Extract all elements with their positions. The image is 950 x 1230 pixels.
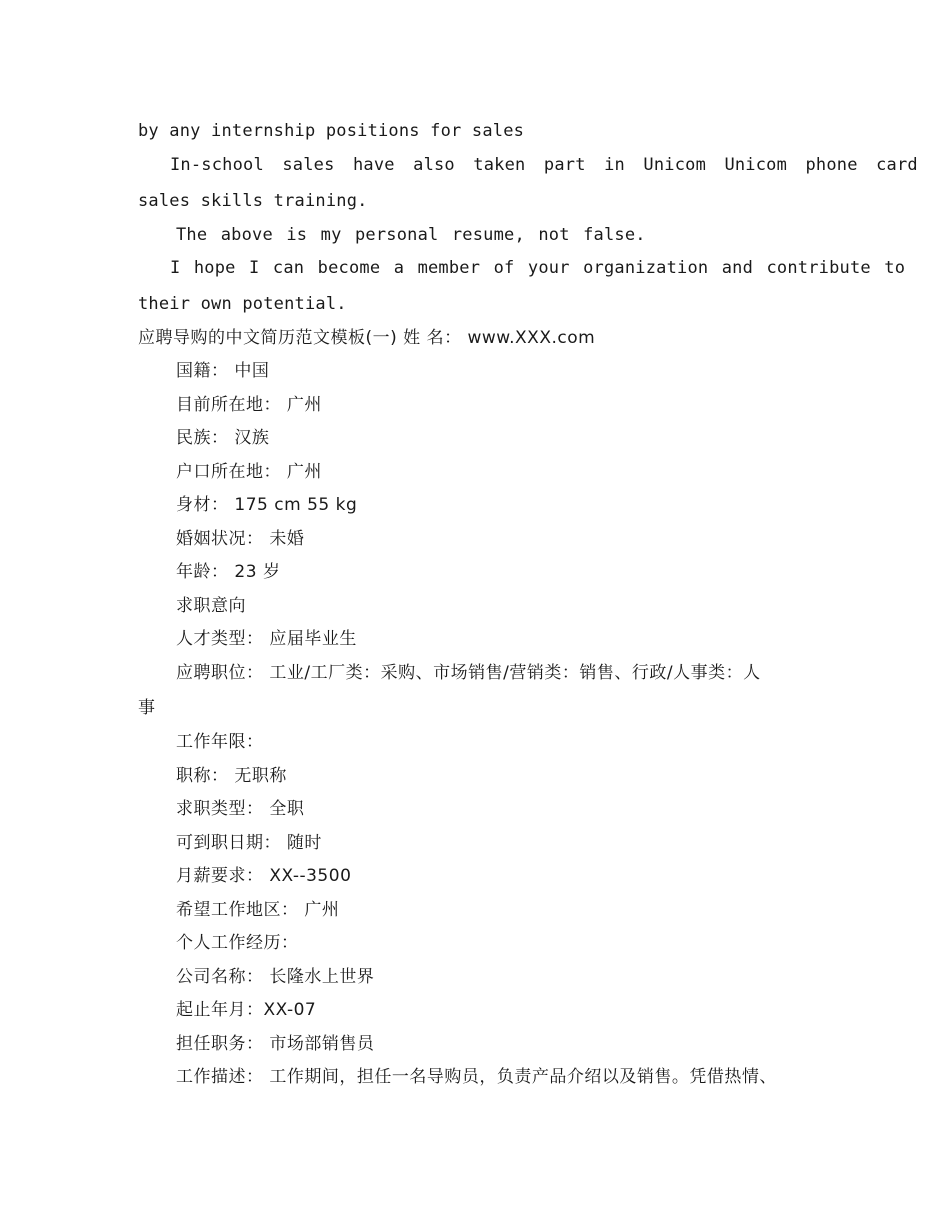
body-field: 身材： 175 cm 55 kg	[176, 495, 358, 515]
period-field: 起止年月：XX-07	[176, 1000, 317, 1020]
description-field: 工作描述： 工作期间，担任一名导购员，负责产品介绍以及销售。凭借热情、	[176, 1067, 777, 1087]
position-field-line-2: 事	[138, 698, 156, 718]
age-field: 年龄： 23 岁	[176, 562, 281, 582]
english-line-3: sales skills training.	[138, 191, 368, 211]
current-location-field: 目前所在地： 广州	[176, 395, 322, 415]
english-line-2: In-school sales have also taken part in Unicom Unicom phone card	[170, 155, 918, 175]
resume-title: 应聘导购的中文简历范文模板(一) 姓 名： www.XXX.com	[138, 328, 596, 348]
company-field: 公司名称： 长隆水上世界	[176, 967, 375, 987]
talent-type-field: 人才类型： 应届毕业生	[176, 629, 357, 649]
work-experience-heading: 个人工作经历：	[176, 933, 299, 953]
ethnicity-field: 民族： 汉族	[176, 428, 270, 448]
english-line-5: I hope I can become a member of your organization and contribute to	[170, 258, 906, 278]
available-date-field: 可到职日期： 随时	[176, 833, 322, 853]
job-type-field: 求职类型： 全职	[176, 799, 305, 819]
work-years-field: 工作年限：	[176, 732, 264, 752]
english-line-6: their own potential.	[138, 294, 347, 314]
position-field-line-1: 应聘职位： 工业/工厂类：采购、市场销售/营销类：销售、行政/人事类：人	[176, 663, 761, 683]
work-area-field: 希望工作地区： 广州	[176, 900, 340, 920]
job-title-field: 职称： 无职称	[176, 766, 287, 786]
english-line-4: The above is my personal resume, not false.	[176, 225, 646, 245]
salary-field: 月薪要求： XX--3500	[176, 866, 352, 886]
nationality-field: 国籍： 中国	[176, 361, 270, 381]
job-intent-heading: 求职意向	[176, 596, 246, 616]
marital-field: 婚姻状况： 未婚	[176, 529, 305, 549]
english-line-1: by any internship positions for sales	[138, 121, 525, 141]
role-field: 担任职务： 市场部销售员	[176, 1034, 375, 1054]
hukou-field: 户口所在地： 广州	[176, 462, 322, 482]
